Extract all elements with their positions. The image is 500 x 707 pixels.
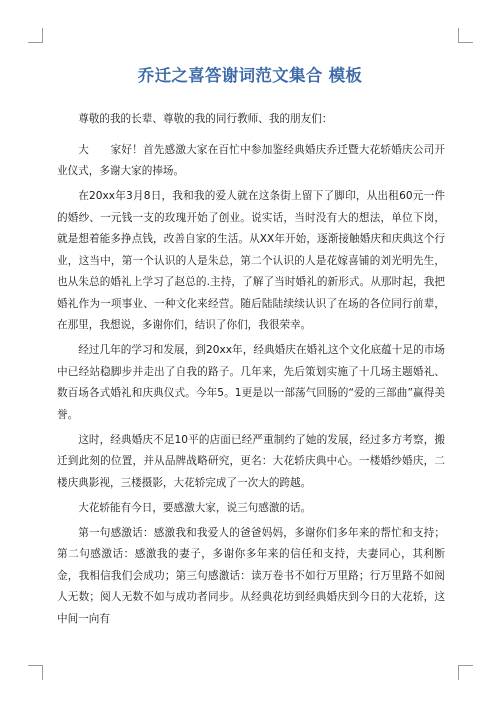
crop-mark-top-right (458, 28, 473, 43)
paragraph-2: 在20xx年3月8日，我和我的爱人就在这条街上留下了脚印，从出租60元一件的婚纱、一元钱一支的玫瑰开始了创业。说实话，当时没有大的想法，单位下岗，就是想着能多挣点钱，改善自家的生活。从XX年开始，逐渐接触婚庆和庆典这个行业，这当中，第一个认识的人是朱总，第二个认识的人是花嫁喜铺的刘光明先生，也从朱总的婚礼上学习了赵总的.主持，了解了当时婚礼的新形式。从那时起，我把婚礼作为一项事业、一种文化来经营。随后陆陆续续认识了在场的各位同行前辈，在那里，我想说，多谢你们，结识了你们，我很荣幸。 (57, 190, 445, 331)
document-body (57, 109, 445, 634)
paragraph-4: 这时，经典婚庆不足10平的店面已经严重制约了她的发展，经过多方考察，搬迁到此刻的位置，并从品牌战略研究，更名：大花轿庆典中心。一楼婚纱婚庆，二楼庆典影视，三楼摄影，大花轿完成了一次大的跨越。 (57, 433, 445, 489)
paragraph-6: 第一句感激话：感激我和我爱人的爸爸妈妈，多谢你们多年来的帮忙和支持；第二句感激话：感激我的妻子，多谢你多年来的信任和支持，夫妻同心，其利断金，我相信我们会成功；第三句感激话：读万卷书不如行万里路；行万里路不如阅人无数；阅人无数不如与成功者同步。从经典花坊到经典婚庆到今日的大花轿，这中间一向有 (57, 526, 445, 625)
document-title: 乔迁之喜答谢词范文集合 模板 (137, 66, 363, 85)
salutation: 尊敬的我的长辈、尊敬的我的同行教师、我的朋友们： (78, 113, 333, 125)
paragraph-1: 大 家好！首先感激大家在百忙中参加鉴经典婚庆乔迁暨大花轿婚庆公司开业仪式，多谢大家的捧场。 (57, 143, 445, 177)
crop-mark-bottom-right (458, 665, 473, 680)
paragraph-3: 经过几年的学习和发展，到20xx年，经典婚庆在婚礼这个文化底蕴十足的市场中已经站稳脚步并走出了自我的路子。几年来，先后策划实施了十几场主题婚礼、数百场各式婚礼和庆典仪式。今年5。1更是以一部荡气回肠的“爱的三部曲”赢得美誉。 (57, 344, 445, 421)
paragraph-5: 大花轿能有今日，要感激大家，说三句感激的话。 (78, 501, 312, 514)
crop-mark-bottom-left (28, 665, 43, 680)
crop-mark-top-left (28, 28, 43, 43)
